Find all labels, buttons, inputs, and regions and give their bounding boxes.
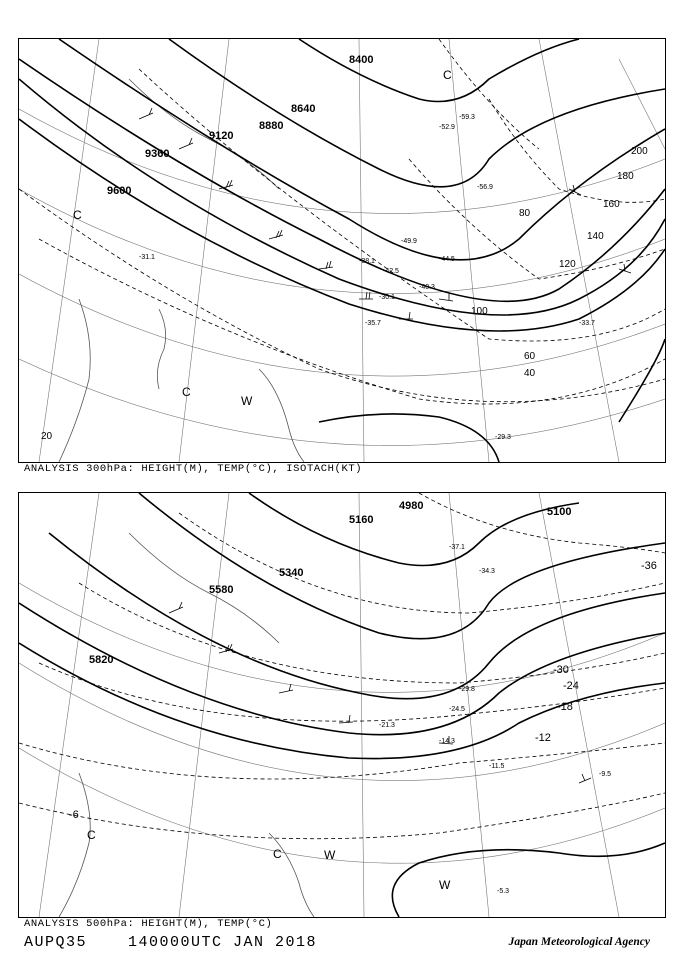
temp-label: -24.5 [449,706,465,713]
temp-label: -38.1 [359,258,375,265]
temp-label: -21.3 [379,722,395,729]
map-500hpa [18,492,666,918]
temp-label: -56.9 [477,184,493,191]
height-label: 5340 [279,567,304,579]
agency-name: Japan Meteorological Agency [508,936,650,948]
isotach-label: 60 [524,351,536,362]
map-300hpa-canvas [19,39,665,462]
temp-label: -49.9 [401,238,417,245]
temp-label: -35.7 [365,320,381,327]
temp-label: -9.5 [599,771,612,778]
height-label: 9600 [107,185,132,197]
temp-label: -5.3 [497,888,510,895]
low-symbol: C [73,208,82,222]
map-300hpa [18,38,666,463]
isotherm-label: -30 [553,664,569,676]
low-symbol: C [87,828,96,842]
caption-300hpa: ANALYSIS 300hPa: HEIGHT(M), TEMP(°C), ISOTACH(KT) [24,463,363,475]
height-label: 5100 [547,506,572,518]
height-label: 5820 [89,654,114,666]
valid-time: 140000UTC JAN 2018 [128,934,318,951]
chart-code: AUPQ35 [24,934,88,951]
temp-label: -30.1 [379,294,395,301]
caption-500hpa: ANALYSIS 500hPa: HEIGHT(M), TEMP(°C) [24,918,273,930]
height-label: 8640 [291,103,316,115]
isotach-label: 180 [617,171,634,182]
map-500hpa-canvas [19,493,665,917]
high-symbol: W [324,848,336,862]
isotach-label: 20 [41,431,53,442]
isotach-label: 100 [471,306,488,317]
height-label: 9120 [209,130,234,142]
temp-label: -34.3 [479,568,495,575]
isotherm-labels [69,560,657,821]
low-symbol: C [182,385,191,399]
isotachs [19,39,665,404]
isotach-labels [41,146,648,442]
isotach-label: 140 [587,231,604,242]
isotherm-label: -6 [69,809,79,821]
coastline [59,79,304,462]
height-label: 5160 [349,514,374,526]
temp-label: -44.5 [439,256,455,263]
temp-label: -14.3 [439,738,455,745]
temp-label: -37.1 [449,544,465,551]
height-label: 8880 [259,120,284,132]
height-label: 9360 [145,148,170,160]
temp-label: -29.3 [495,434,511,441]
temp-label: -59.3 [459,114,475,121]
isotherm-label: -36 [641,560,657,572]
temp-label: -42.5 [383,268,399,275]
isotherm-label: -18 [557,701,573,713]
temp-label: -29.8 [459,686,475,693]
height-label: 4980 [399,500,424,512]
temp-label: -31.1 [139,254,155,261]
isotach-label: 200 [631,146,648,157]
temp-label: -52.9 [439,124,455,131]
isotherm-label: -12 [535,732,551,744]
temp-label: -33.7 [579,320,595,327]
isotach-label: 160 [603,199,620,210]
high-symbol: W [241,394,253,408]
height-label: 8400 [349,54,374,66]
temp-label: -11.5 [489,763,505,770]
isotach-label: 40 [524,368,536,379]
temp-label: -40.3 [419,284,435,291]
isotach-label: 80 [519,208,531,219]
high-symbol: W [439,878,451,892]
height-labels [89,500,571,666]
pressure-symbols [73,68,452,408]
low-symbol: C [273,847,282,861]
low-symbol: C [443,68,452,82]
height-label: 5580 [209,584,234,596]
isotach-label: 120 [559,259,576,270]
isotherm-label: -24 [563,680,579,692]
